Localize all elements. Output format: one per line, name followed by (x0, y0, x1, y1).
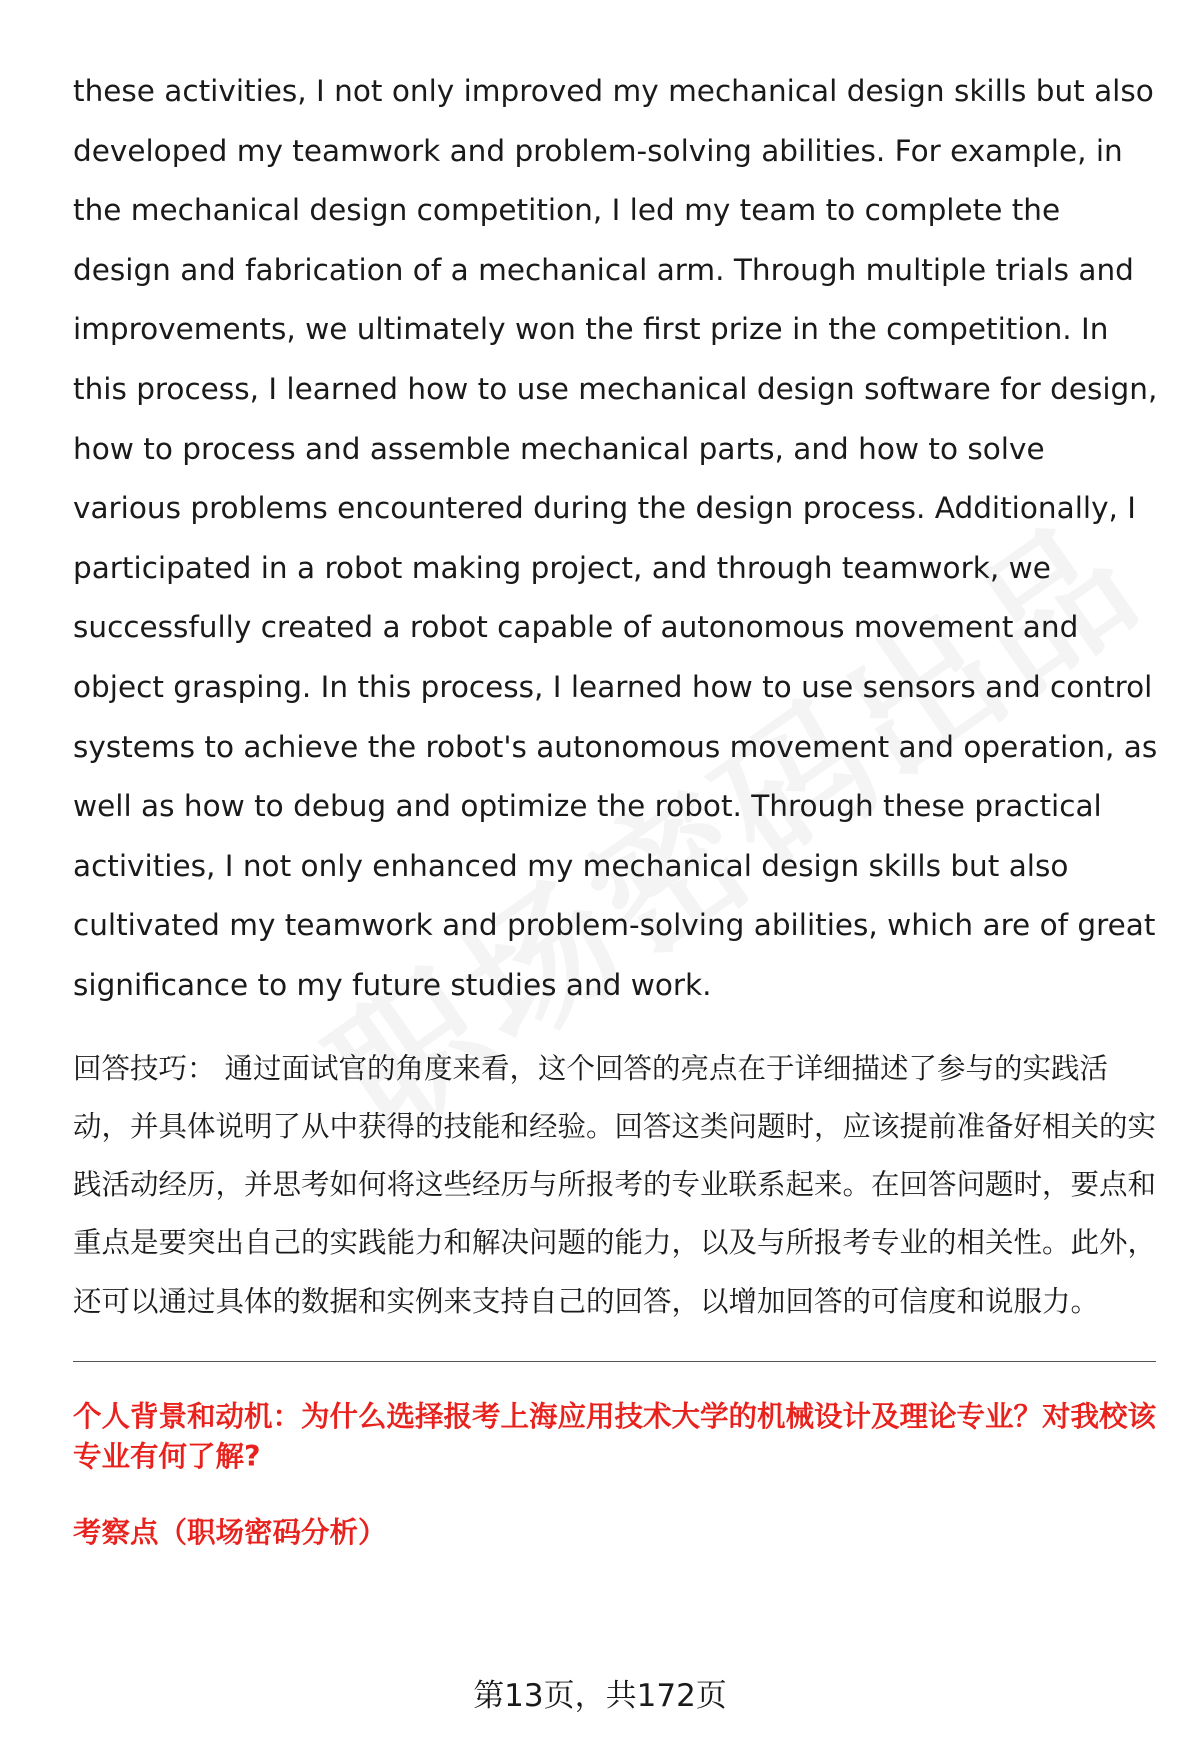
answer-tips-paragraph: 回答技巧： 通过面试官的角度来看，这个回答的亮点在于详细描述了参与的实践活动，并具体说明了从中获得的技能和经验。回答这类问题时，应该提前准备好相关的实践活动经历，并思考如何将这些经历与所报考的专业联系起来。在回答问题时，要点和重点是要突出自己的实践能力和解决问题的能力，以及与所报考专业的相关性。此外，还可以通过具体的数据和实例来支持自己的回答，以增加回答的可信度和说服力。 (73, 1051, 1157, 1318)
page-number-footer: 第13页，共172页 (473, 1678, 727, 1714)
section-divider (73, 1361, 1156, 1362)
page-content (73, 62, 1158, 1553)
interview-question-heading: 个人背景和动机：为什么选择报考上海应用技术大学的机械设计及理论专业？对我校该专业有何了解? (73, 1399, 1157, 1473)
answer-body-paragraph: these activities, I not only improved my mechanical design skills but also developed my teamwork and problem-solving abilities. For example, in the mechanical design competition, I led my team to complete the design and fabrication of a mechanical arm. Through multiple trials and improvements, we ultimately won the first prize in the competition. In this process, I learned how to use mechanical design software for design, how to process and assemble mechanical parts, and how to solve various problems encountered during the design process. Additionally, I participated in a robot making project, and through teamwork, we successfully created a robot capable of autonomous movement and object grasping. In this process, I learned how to use sensors and control systems to achieve the robot's autonomous movement and operation, as well as how to debug and optimize the robot. Through these practical activities, I not only enhanced my mechanical design skills but also cultivated my teamwork and problem-solving abilities, which are of great significance to my future studies and work. (73, 74, 1158, 1002)
assessment-points-heading: 考察点（职场密码分析） (73, 1515, 387, 1549)
